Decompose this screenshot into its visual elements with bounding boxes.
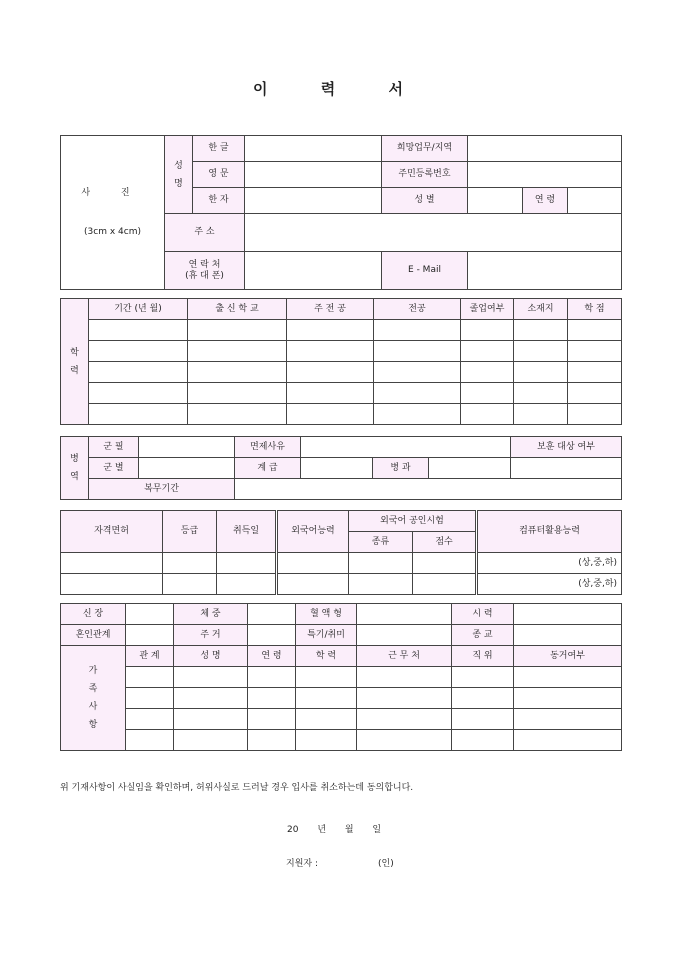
military-side-label: 병 역 — [61, 437, 89, 500]
family-cell[interactable] — [126, 730, 174, 751]
family-cell[interactable] — [174, 709, 248, 730]
label-computer: 컴퓨터활용능력 — [477, 511, 622, 553]
input-veteran[interactable] — [511, 458, 622, 479]
cert-cell[interactable] — [217, 553, 277, 574]
cert-cell[interactable] — [61, 553, 163, 574]
family-cell[interactable] — [452, 730, 514, 751]
edu-cell[interactable] — [514, 362, 568, 383]
edu-header: 전공 — [374, 299, 461, 320]
family-cell[interactable] — [357, 688, 452, 709]
family-cell[interactable] — [248, 688, 296, 709]
input-vision[interactable] — [514, 604, 622, 625]
education-table — [60, 298, 622, 425]
input-contact[interactable] — [245, 252, 382, 290]
label-resident-no: 주민등록번호 — [382, 162, 468, 188]
label-date: 취득일 — [217, 511, 277, 553]
edu-cell[interactable] — [188, 320, 287, 341]
edu-header: 소재지 — [514, 299, 568, 320]
label-hanja: 한 자 — [193, 188, 245, 214]
label-service-type: 군 별 — [89, 458, 139, 479]
page-title: 이 력 서 — [253, 80, 427, 98]
cert-cell[interactable] — [163, 553, 217, 574]
input-rank[interactable] — [301, 458, 373, 479]
table-row — [61, 341, 622, 362]
input-height[interactable] — [126, 604, 174, 625]
edu-header: 졸업여부 — [461, 299, 514, 320]
edu-cell[interactable] — [514, 404, 568, 425]
label-housing: 주 거 — [174, 625, 248, 646]
family-cell[interactable] — [357, 709, 452, 730]
edu-cell[interactable] — [89, 341, 188, 362]
family-cell[interactable] — [514, 688, 622, 709]
label-desired-field: 희망업무/지역 — [382, 136, 468, 162]
edu-cell[interactable] — [188, 362, 287, 383]
label-address: 주 소 — [165, 214, 245, 252]
family-cell[interactable] — [126, 709, 174, 730]
edu-cell[interactable] — [188, 404, 287, 425]
edu-header: 주 전 공 — [287, 299, 374, 320]
input-weight[interactable] — [248, 604, 296, 625]
edu-cell[interactable] — [568, 362, 622, 383]
edu-cell[interactable] — [374, 404, 461, 425]
table-row — [61, 688, 622, 709]
photo-size: (3cm x 4cm) — [84, 226, 141, 237]
input-religion[interactable] — [514, 625, 622, 646]
input-exemption[interactable] — [301, 437, 511, 458]
table-row — [61, 730, 622, 751]
family-header: 연 령 — [248, 646, 296, 667]
label-vision: 시 력 — [452, 604, 514, 625]
edu-cell[interactable] — [461, 341, 514, 362]
family-cell[interactable] — [296, 667, 357, 688]
edu-cell[interactable] — [287, 320, 374, 341]
family-header: 학 력 — [296, 646, 357, 667]
edu-cell[interactable] — [89, 320, 188, 341]
input-hangul[interactable] — [245, 136, 382, 162]
label-cert: 자격면허 — [61, 511, 163, 553]
seal-mark: (인) — [378, 859, 394, 869]
cert-cell[interactable] — [413, 574, 477, 595]
edu-cell[interactable] — [514, 341, 568, 362]
family-cell[interactable] — [514, 730, 622, 751]
cert-cell[interactable] — [277, 574, 349, 595]
edu-header: 출 신 학 교 — [188, 299, 287, 320]
cert-cell[interactable] — [277, 553, 349, 574]
input-age[interactable] — [568, 188, 622, 214]
label-grade: 등급 — [163, 511, 217, 553]
label-weight: 체 중 — [174, 604, 248, 625]
input-service-type[interactable] — [139, 458, 235, 479]
label-language: 외국어능력 — [277, 511, 349, 553]
edu-cell[interactable] — [514, 383, 568, 404]
label-rank: 계 급 — [235, 458, 301, 479]
family-cell[interactable] — [126, 667, 174, 688]
family-header: 성 명 — [174, 646, 248, 667]
edu-cell[interactable] — [514, 320, 568, 341]
input-branch[interactable] — [139, 437, 235, 458]
edu-cell[interactable] — [568, 341, 622, 362]
label-gender: 성 별 — [382, 188, 468, 214]
edu-cell[interactable] — [568, 383, 622, 404]
family-cell[interactable] — [248, 730, 296, 751]
family-cell[interactable] — [126, 688, 174, 709]
label-exemption: 면제사유 — [235, 437, 301, 458]
edu-cell[interactable] — [89, 404, 188, 425]
label-test-type: 종류 — [349, 532, 413, 553]
label-age: 연 령 — [523, 188, 568, 214]
family-header: 근 무 처 — [357, 646, 452, 667]
date-line: 20 년 월 일 — [287, 825, 382, 835]
cert-cell[interactable] — [349, 574, 413, 595]
certificate-table — [60, 510, 622, 595]
label-email: E - Mail — [382, 252, 468, 290]
family-cell[interactable] — [174, 667, 248, 688]
cert-cell[interactable] — [413, 553, 477, 574]
family-cell[interactable] — [452, 709, 514, 730]
family-header: 관 계 — [126, 646, 174, 667]
edu-cell[interactable] — [89, 383, 188, 404]
family-header: 직 위 — [452, 646, 514, 667]
family-cell[interactable] — [357, 667, 452, 688]
label-veteran: 보훈 대상 여부 — [511, 437, 622, 458]
family-side-label: 가 족 사 항 — [61, 646, 126, 751]
edu-cell[interactable] — [374, 383, 461, 404]
edu-cell[interactable] — [461, 404, 514, 425]
input-blood[interactable] — [357, 604, 452, 625]
applicant-label: 지원자 : — [286, 859, 318, 869]
input-hobby[interactable] — [357, 625, 452, 646]
table-row — [61, 320, 622, 341]
label-height: 신 장 — [61, 604, 126, 625]
education-side-label: 학 력 — [61, 299, 89, 425]
label-english: 영 문 — [193, 162, 245, 188]
label-contact: 연 락 처 (휴 대 폰) — [165, 252, 245, 290]
edu-cell[interactable] — [461, 320, 514, 341]
family-cell[interactable] — [514, 667, 622, 688]
confirmation-statement: 위 기재사항이 사실임을 확인하며, 허위사실로 드러날 경우 입사를 취소하는데 동의합니다. — [60, 783, 414, 793]
edu-header: 학 점 — [568, 299, 622, 320]
label-branch: 군 필 — [89, 437, 139, 458]
label-specialty: 병 과 — [373, 458, 429, 479]
cert-cell[interactable] — [163, 574, 217, 595]
edu-cell[interactable] — [287, 383, 374, 404]
edu-cell[interactable] — [374, 362, 461, 383]
edu-cell[interactable] — [89, 362, 188, 383]
edu-header: 기간 (년 월) — [89, 299, 188, 320]
edu-cell[interactable] — [188, 383, 287, 404]
edu-cell[interactable] — [568, 320, 622, 341]
cert-cell[interactable] — [61, 574, 163, 595]
photo-label: 사 진 — [81, 187, 144, 198]
family-cell[interactable] — [514, 709, 622, 730]
family-cell[interactable] — [296, 688, 357, 709]
family-cell[interactable] — [296, 730, 357, 751]
edu-cell[interactable] — [461, 383, 514, 404]
photo-box[interactable] — [61, 136, 165, 290]
table-row — [61, 383, 622, 404]
input-hanja[interactable] — [245, 188, 382, 214]
family-cell[interactable] — [296, 709, 357, 730]
family-table — [60, 603, 622, 751]
input-gender[interactable] — [468, 188, 523, 214]
input-english[interactable] — [245, 162, 382, 188]
name-side-label: 성 명 — [165, 136, 193, 214]
input-desired-field[interactable] — [468, 136, 622, 162]
family-cell[interactable] — [452, 667, 514, 688]
edu-cell[interactable] — [461, 362, 514, 383]
label-marital: 혼인관계 — [61, 625, 126, 646]
table-row — [61, 362, 622, 383]
input-resident-no[interactable] — [468, 162, 622, 188]
military-table — [60, 436, 622, 500]
input-service-period[interactable] — [235, 479, 622, 500]
edu-cell[interactable] — [287, 341, 374, 362]
input-marital[interactable] — [126, 625, 174, 646]
table-row — [61, 553, 622, 574]
cert-cell[interactable] — [217, 574, 277, 595]
input-housing[interactable] — [248, 625, 296, 646]
family-cell[interactable] — [357, 730, 452, 751]
table-row — [61, 667, 622, 688]
table-row — [61, 574, 622, 595]
cert-cell[interactable] — [349, 553, 413, 574]
table-row — [61, 709, 622, 730]
family-header: 동거여부 — [514, 646, 622, 667]
label-blood: 혈 액 형 — [296, 604, 357, 625]
edu-cell[interactable] — [374, 341, 461, 362]
family-cell[interactable] — [248, 667, 296, 688]
edu-cell[interactable] — [188, 341, 287, 362]
personal-info-table — [60, 135, 622, 290]
edu-cell[interactable] — [287, 362, 374, 383]
family-cell[interactable] — [174, 688, 248, 709]
label-score: 점수 — [413, 532, 477, 553]
input-specialty[interactable] — [429, 458, 511, 479]
label-hangul: 한 글 — [193, 136, 245, 162]
label-service-period: 복무기간 — [89, 479, 235, 500]
input-address[interactable] — [245, 214, 622, 252]
computer-level[interactable]: (상,중,하) — [477, 574, 622, 595]
label-hobby: 특기/취미 — [296, 625, 357, 646]
edu-cell[interactable] — [287, 404, 374, 425]
edu-cell[interactable] — [568, 404, 622, 425]
label-test: 외국어 공인시험 — [349, 511, 477, 532]
input-email[interactable] — [468, 252, 622, 290]
table-row — [61, 404, 622, 425]
family-cell[interactable] — [174, 730, 248, 751]
family-cell[interactable] — [452, 688, 514, 709]
family-cell[interactable] — [248, 709, 296, 730]
label-religion: 종 교 — [452, 625, 514, 646]
edu-cell[interactable] — [374, 320, 461, 341]
computer-level[interactable]: (상,중,하) — [477, 553, 622, 574]
